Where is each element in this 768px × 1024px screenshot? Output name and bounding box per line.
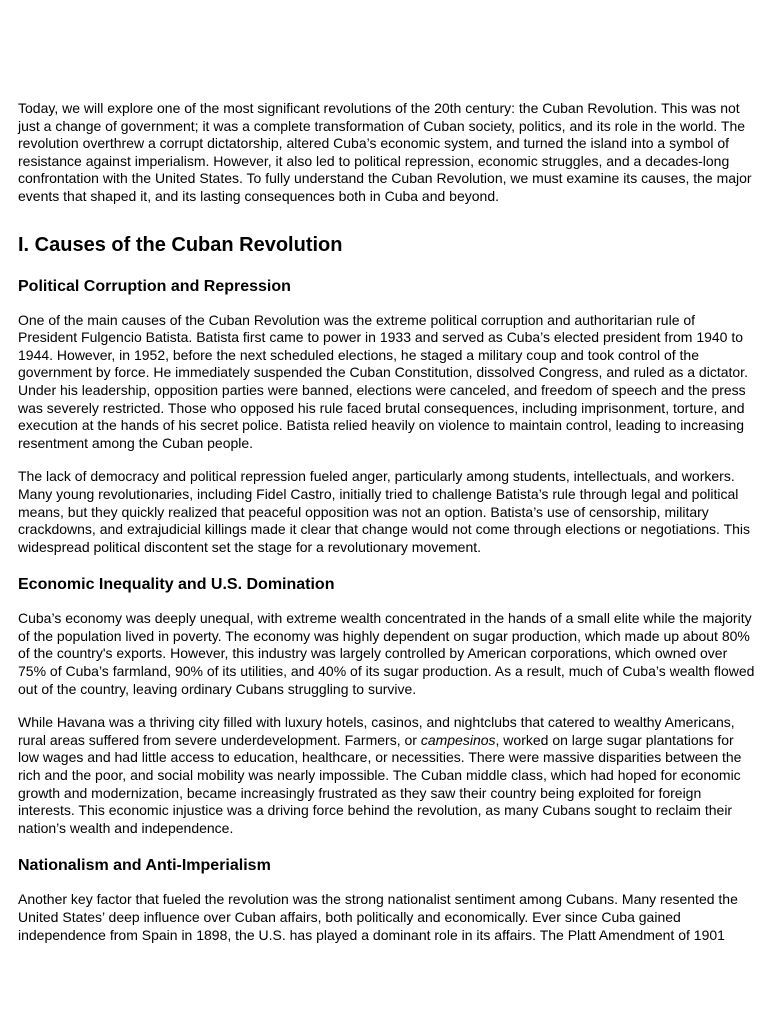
paragraph-economic-1: Cuba’s economy was deeply unequal, with extreme wealth concentrated in the hands of a small elite while the majority of the population lived in poverty. The economy was highly dependent on sugar production, which made up about 80% of the country's exports. However, this industry was largely controlled by American corporations, which owned over 75% of Cuba’s farmland, 90% of its utilities, and 40% of its sugar production. As a result, much of Cuba’s wealth flowed out of the country, leaving ordinary Cubans struggling to survive.	[18, 610, 755, 697]
section-title: I. Causes of the Cuban Revolution	[18, 233, 343, 256]
paragraph-political-1: One of the main causes of the Cuban Revolution was the extreme political corruption and authoritarian rule of President Fulgencio Batista. Batista first came to power in 1933 and served as Cuba’s elected president from 1940 to 1944. However, in 1952, before the next scheduled elections, he staged a military coup and took control of the government by force. He immediately suspended the Cuban Constitution, dissolved Congress, and ruled as a dictator. Under his leadership, opposition parties were banned, elections were canceled, and freedom of speech and the press was severely restricted. Those who opposed his rule faced brutal consequences, including imprisonment, torture, and execution at the hands of his secret police. Batista relied heavily on violence to maintain control, leading to increasing resentment among the Cuban people.	[18, 311, 748, 451]
document-page	[18, 100, 758, 960]
subheading-political: Political Corruption and Repression	[18, 277, 291, 295]
paragraph-economic-2	[18, 714, 758, 837]
paragraph-economic-2-part-b: , worked on large sugar plantations for low wages and had little access to education, healthcare, or necessities. There were massive disparities between the rich and the poor, and social mobility was nearly impossible. The Cuban middle class, which had hoped for economic growth and modernization, became increasingly frustrated as they saw their country being exploited for foreign interests. This economic injustice was a driving force behind the revolution, as many Cubans sought to reclaim their nation’s wealth and independence.	[18, 731, 742, 836]
subheading-nationalism: Nationalism and Anti-Imperialism	[18, 857, 271, 875]
paragraph-nationalism-1: Another key factor that fueled the revolution was the strong nationalist sentiment among Cubans. Many resented the United States’ deep influence over Cuban affairs, both politically and economically. Ever since Cuba gained independence from Spain in 1898, the U.S. has played a dominant role in its affairs. The Platt Amendment of 1901	[18, 891, 738, 943]
campesinos-term: campesinos	[420, 731, 496, 748]
paragraph-economic-2-part-a: While Havana was a thriving city filled with luxury hotels, casinos, and nightclubs that catered to wealthy Americans, rural areas suffered from severe underdevelopment. Farmers, or	[18, 714, 735, 748]
subheading-economic: Economic Inequality and U.S. Domination	[18, 576, 335, 594]
paragraph-political-2: The lack of democracy and political repression fueled anger, particularly among students, intellectuals, and workers. Many young revolutionaries, including Fidel Castro, initially tried to challenge Batista’s rule through legal and political means, but they quickly realized that peaceful opposition was not an option. Batista’s use of censorship, military crackdowns, and extrajudicial killings made it clear that change would not come through elections or negotiations. This widespread political discontent set the stage for a revolutionary movement.	[18, 468, 751, 555]
intro-paragraph: Today, we will explore one of the most significant revolutions of the 20th century: the Cuban Revolution. This was not just a change of government; it was a complete transformation of Cuban society, politics, and its role in the world. The revolution overthrew a corrupt dictatorship, altered Cuba’s economic system, and turned the island into a symbol of resistance against imperialism. However, it also led to political repression, economic struggles, and a decades-long confrontation with the United States. To fully understand the Cuban Revolution, we must examine its causes, the major events that shaped it, and its lasting consequences both in Cuba and beyond.	[18, 100, 752, 204]
